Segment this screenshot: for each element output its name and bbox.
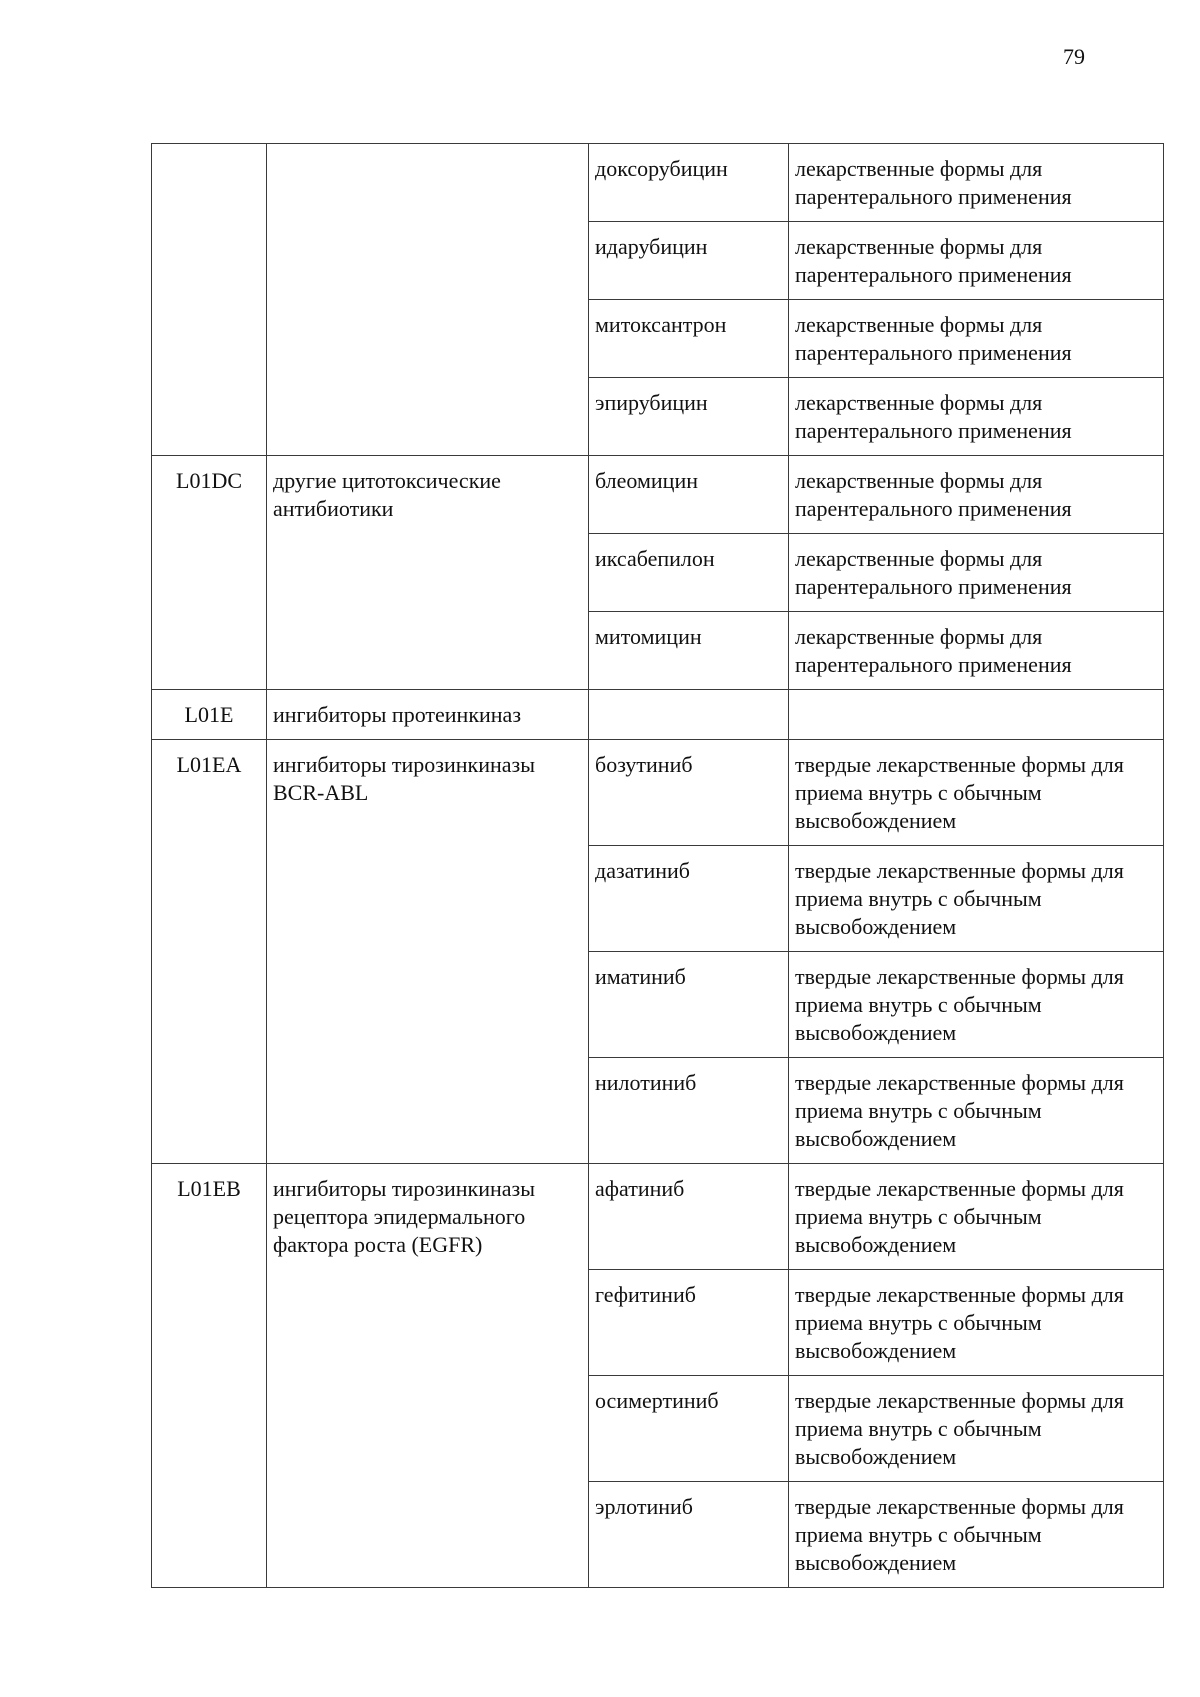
drug-name-cell: эрлотиниб: [589, 1482, 789, 1588]
dosage-form-cell: [789, 690, 1164, 740]
atc-code-cell: [152, 144, 267, 456]
group-name-cell: ингибиторы протеинкиназ: [267, 690, 589, 740]
drug-name-cell: блеомицин: [589, 456, 789, 534]
atc-code-cell: L01DC: [152, 456, 267, 690]
dosage-form-cell: лекарственные формы для парентерального применения: [789, 300, 1164, 378]
dosage-form-cell: твердые лекарственные формы для приема внутрь с обычным высвобождением: [789, 1482, 1164, 1588]
atc-code-cell: L01EA: [152, 740, 267, 1164]
drug-name-cell: дазатиниб: [589, 846, 789, 952]
dosage-form-cell: твердые лекарственные формы для приема внутрь с обычным высвобождением: [789, 1376, 1164, 1482]
dosage-form-cell: лекарственные формы для парентерального применения: [789, 612, 1164, 690]
drug-name-cell: митоксантрон: [589, 300, 789, 378]
atc-code-cell: L01E: [152, 690, 267, 740]
drug-name-cell: гефитиниб: [589, 1270, 789, 1376]
group-name-cell: ингибиторы тирозинкиназы BCR-ABL: [267, 740, 589, 1164]
dosage-form-cell: твердые лекарственные формы для приема внутрь с обычным высвобождением: [789, 1164, 1164, 1270]
dosage-form-cell: твердые лекарственные формы для приема внутрь с обычным высвобождением: [789, 1270, 1164, 1376]
dosage-form-cell: твердые лекарственные формы для приема внутрь с обычным высвобождением: [789, 740, 1164, 846]
group-name-cell: [267, 144, 589, 456]
table-row: [152, 1164, 1164, 1270]
table-row: [152, 144, 1164, 222]
table-row: [152, 740, 1164, 846]
drug-name-cell: идарубицин: [589, 222, 789, 300]
drug-name-cell: нилотиниб: [589, 1058, 789, 1164]
drug-name-cell: доксорубицин: [589, 144, 789, 222]
drug-name-cell: эпирубицин: [589, 378, 789, 456]
drug-name-cell: осимертиниб: [589, 1376, 789, 1482]
drug-name-cell: митомицин: [589, 612, 789, 690]
drug-name-cell: иматиниб: [589, 952, 789, 1058]
atc-code-cell: L01EB: [152, 1164, 267, 1588]
dosage-form-cell: твердые лекарственные формы для приема внутрь с обычным высвобождением: [789, 952, 1164, 1058]
group-name-cell: ингибиторы тирозинкиназы рецептора эпидермального фактора роста (EGFR): [267, 1164, 589, 1588]
dosage-form-cell: твердые лекарственные формы для приема внутрь с обычным высвобождением: [789, 1058, 1164, 1164]
table-row: [152, 456, 1164, 534]
dosage-form-cell: лекарственные формы для парентерального применения: [789, 144, 1164, 222]
dosage-form-cell: твердые лекарственные формы для приема внутрь с обычным высвобождением: [789, 846, 1164, 952]
drug-name-cell: бозутиниб: [589, 740, 789, 846]
dosage-form-cell: лекарственные формы для парентерального применения: [789, 378, 1164, 456]
group-name-cell: другие цитотоксические антибиотики: [267, 456, 589, 690]
drug-name-cell: иксабепилон: [589, 534, 789, 612]
drug-name-cell: [589, 690, 789, 740]
drug-name-cell: афатиниб: [589, 1164, 789, 1270]
drug-table: [151, 143, 1164, 1588]
dosage-form-cell: лекарственные формы для парентерального применения: [789, 534, 1164, 612]
page-number: 79: [1063, 44, 1085, 69]
dosage-form-cell: лекарственные формы для парентерального применения: [789, 456, 1164, 534]
dosage-form-cell: лекарственные формы для парентерального применения: [789, 222, 1164, 300]
table-row: [152, 690, 1164, 740]
